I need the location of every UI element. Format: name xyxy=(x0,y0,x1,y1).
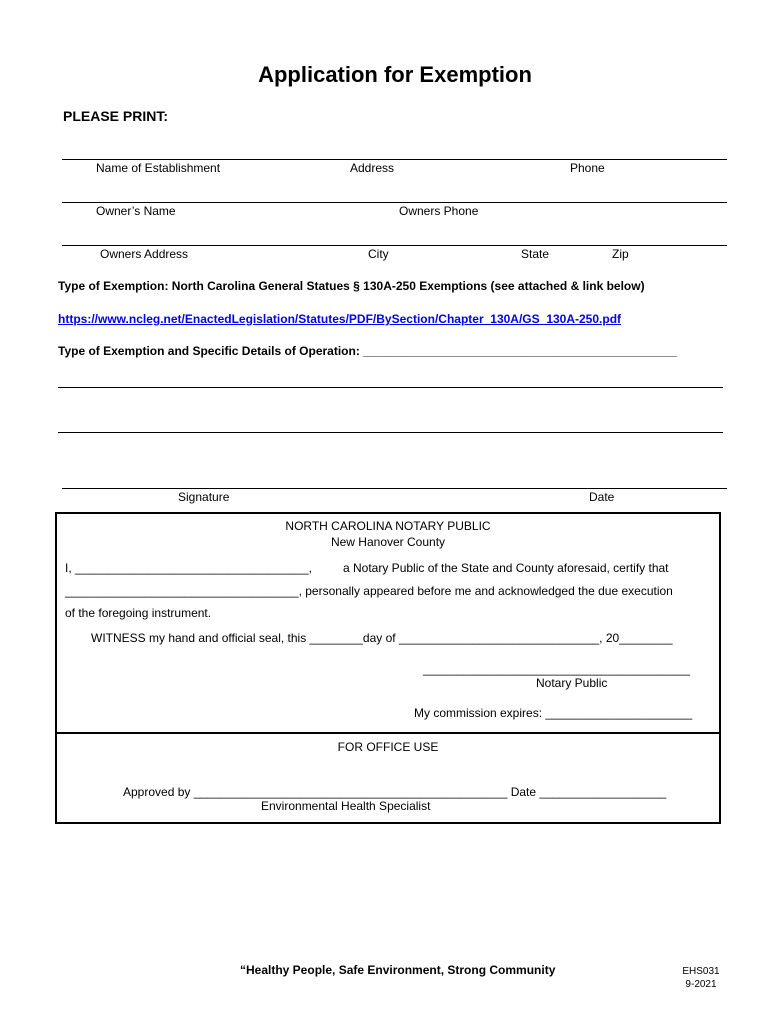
footer-motto: “Healthy People, Safe Environment, Strong Community xyxy=(240,963,556,977)
commission-expires: My commission expires: ______________________ xyxy=(414,706,693,720)
page-title: Application for Exemption xyxy=(258,62,532,87)
city-label: City xyxy=(368,247,389,261)
form-code: EHS031 xyxy=(682,966,720,977)
field-line-row3[interactable] xyxy=(62,245,727,246)
details-line-1[interactable] xyxy=(58,387,723,388)
owner-phone-label: Owners Phone xyxy=(399,204,479,218)
office-use-heading: FOR OFFICE USE xyxy=(337,740,439,754)
exemption-details-label: Type of Exemption and Specific Details of Operation: _______________________________________________ xyxy=(58,344,677,358)
please-print-label: PLEASE PRINT: xyxy=(63,108,169,124)
notary-line3: of the foregoing instrument. xyxy=(65,606,212,620)
signature-line[interactable] xyxy=(62,488,727,489)
statute-link[interactable]: https://www.ncleg.net/EnactedLegislation/Statutes/PDF/BySection/Chapter_130A/GS_130A-250.pdf xyxy=(58,312,622,326)
state-label: State xyxy=(521,247,550,261)
owner-name-label: Owner’s Name xyxy=(96,204,176,218)
name-of-establishment-label: Name of Establishment xyxy=(96,161,221,175)
specialist-label: Environmental Health Specialist xyxy=(261,799,431,813)
notary-county: New Hanover County xyxy=(330,535,446,549)
owner-address-label: Owners Address xyxy=(100,247,189,261)
address-label: Address xyxy=(350,161,395,175)
exemption-type-text: Type of Exemption: North Carolina General Statues § 130A-250 Exemptions (see attached & link below) xyxy=(58,279,645,293)
notary-line1-left: I, ___________________________________, xyxy=(65,561,312,575)
signature-label: Signature xyxy=(178,490,230,504)
details-line-2[interactable] xyxy=(58,432,723,433)
office-use-box xyxy=(55,732,721,824)
field-line-row2[interactable] xyxy=(62,202,727,203)
approved-by-line: Approved by _______________________________________________ Date ___________________ xyxy=(123,785,667,799)
notary-line1-right: a Notary Public of the State and County aforesaid, certify that xyxy=(343,561,669,575)
notary-public-label: Notary Public xyxy=(536,676,608,690)
field-line-row1[interactable] xyxy=(62,159,727,160)
notary-heading: NORTH CAROLINA NOTARY PUBLIC xyxy=(285,519,491,533)
witness-line: WITNESS my hand and official seal, this ________day of ______________________________, 20________ xyxy=(91,631,673,645)
form-date: 9-2021 xyxy=(685,979,717,990)
phone-label: Phone xyxy=(570,161,605,175)
notary-box xyxy=(55,512,721,734)
notary-signature-line[interactable]: ________________________________________ xyxy=(423,662,690,676)
zip-label: Zip xyxy=(612,247,629,261)
notary-line2: ___________________________________, personally appeared before me and acknowledged the due execution xyxy=(65,584,673,598)
date-label: Date xyxy=(589,490,615,504)
